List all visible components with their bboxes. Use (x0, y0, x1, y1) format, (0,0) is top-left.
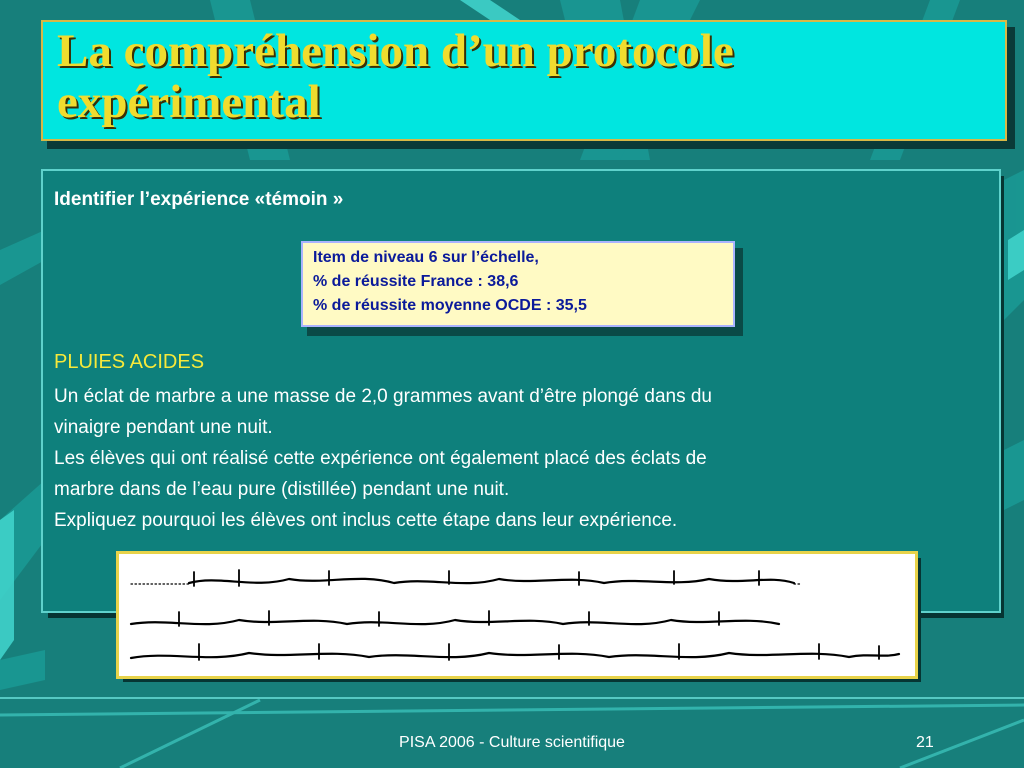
question-line-1: Un éclat de marbre a une masse de 2,0 grammes avant d’être plongé dans du (54, 386, 712, 407)
title-banner (41, 20, 1007, 141)
question-line-3: Les élèves qui ont réalisé cette expérience ont également placé des éclats de (54, 448, 707, 469)
slide-title (57, 26, 734, 128)
stat-line-level: Item de niveau 6 sur l’échelle, (313, 249, 539, 266)
slide-title-line-1: La compréhension d’un protocole (57, 25, 734, 77)
handwriting-scribble (119, 554, 915, 676)
slide-subtitle: Identifier l’expérience «témoin » (54, 189, 344, 210)
stat-line-france: % de réussite France : 38,6 (313, 273, 519, 290)
handwritten-answer-image (116, 551, 918, 679)
page-number: 21 (916, 734, 934, 751)
question-line-4: marbre dans de l’eau pure (distillée) pendant une nuit. (54, 479, 510, 500)
content-panel (41, 169, 1001, 613)
stat-box (301, 241, 735, 327)
footer-divider (0, 697, 1024, 699)
question-text (54, 381, 954, 536)
question-line-5: Expliquez pourquoi les élèves ont inclus cette étape dans leur expérience. (54, 510, 678, 531)
question-line-2: vinaigre pendant une nuit. (54, 417, 273, 438)
section-heading: PLUIES ACIDES (54, 351, 205, 373)
footer-caption: PISA 2006 - Culture scientifique (399, 734, 625, 751)
stat-line-oecd: % de réussite moyenne OCDE : 35,5 (313, 297, 587, 314)
slide-title-line-2: expérimental (57, 76, 321, 128)
